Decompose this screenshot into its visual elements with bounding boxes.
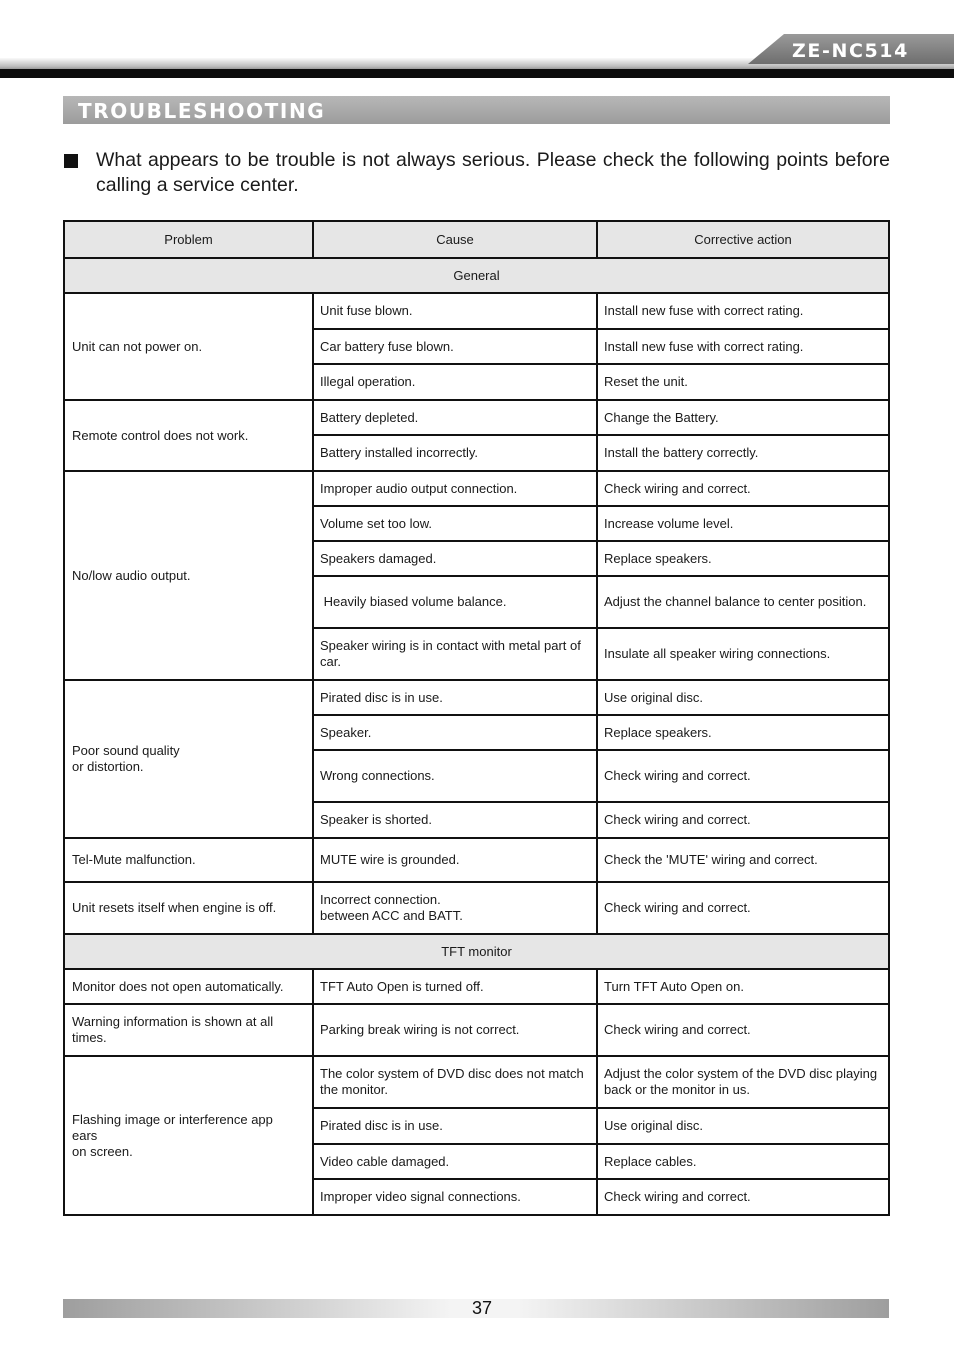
group-row: [64, 258, 889, 293]
action-cell: Adjust the color system of the DVD disc playing back or the monitor in us.: [597, 1056, 889, 1108]
header-cause: Cause: [313, 221, 597, 258]
action-cell: Install new fuse with correct rating.: [597, 293, 889, 329]
cause-cell: Unit fuse blown.: [313, 293, 597, 329]
action-cell: Check wiring and correct.: [597, 1004, 889, 1056]
cause-cell: MUTE wire is grounded.: [313, 838, 597, 882]
table-row: [64, 969, 889, 1004]
cause-cell: Battery depleted.: [313, 400, 597, 435]
action-cell: Check wiring and correct.: [597, 750, 889, 802]
cause-cell: Improper video signal connections.: [313, 1179, 597, 1215]
action-cell: Install the battery correctly.: [597, 435, 889, 471]
cause-cell: Car battery fuse blown.: [313, 329, 597, 364]
action-cell: Change the Battery.: [597, 400, 889, 435]
action-cell: Use original disc.: [597, 680, 889, 715]
cause-cell: Improper audio output connection.: [313, 471, 597, 506]
cause-cell: Video cable damaged.: [313, 1144, 597, 1179]
action-cell: Use original disc.: [597, 1108, 889, 1144]
action-cell: Install new fuse with correct rating.: [597, 329, 889, 364]
cause-cell: Pirated disc is in use.: [313, 680, 597, 715]
action-cell: Increase volume level.: [597, 506, 889, 541]
header-problem: Problem: [64, 221, 313, 258]
problem-cell: No/low audio output.: [64, 471, 313, 680]
group-label: TFT monitor: [64, 934, 889, 969]
problem-cell: Flashing image or interference app ears on screen.: [64, 1056, 313, 1215]
square-bullet-icon: [64, 154, 78, 168]
table-row: [64, 882, 889, 934]
problem-cell: Monitor does not open automatically.: [64, 969, 313, 1004]
cause-cell: Speaker is shorted.: [313, 802, 597, 838]
action-cell: Check wiring and correct.: [597, 802, 889, 838]
group-label: General: [64, 258, 889, 293]
cause-cell: Illegal operation.: [313, 364, 597, 400]
cause-cell: Pirated disc is in use.: [313, 1108, 597, 1144]
table-header-row: [64, 221, 889, 258]
problem-cell: Unit resets itself when engine is off.: [64, 882, 313, 934]
action-cell: Check wiring and correct.: [597, 882, 889, 934]
table-row: [64, 293, 889, 329]
group-row: [64, 934, 889, 969]
header-black-stripe: [0, 69, 954, 78]
action-cell: Check wiring and correct.: [597, 1179, 889, 1215]
cause-cell: Incorrect connection. between ACC and BATT.: [313, 882, 597, 934]
cause-cell: Wrong connections.: [313, 750, 597, 802]
action-cell: Replace speakers.: [597, 715, 889, 750]
page-number: 37: [471, 1298, 493, 1318]
header-corrective-action: Corrective action: [597, 221, 889, 258]
intro-text: What appears to be trouble is not always serious. Please check the following points before calling a service center.: [96, 149, 890, 196]
action-cell: Insulate all speaker wiring connections.: [597, 628, 889, 680]
problem-cell: Remote control does not work.: [64, 400, 313, 471]
table-row: [64, 680, 889, 715]
action-cell: Replace cables.: [597, 1144, 889, 1179]
action-cell: Replace speakers.: [597, 541, 889, 576]
table-row: [64, 1056, 889, 1108]
cause-cell: Speakers damaged.: [313, 541, 597, 576]
model-name: ZE-NC514: [792, 40, 909, 62]
cause-cell: Heavily biased volume balance.: [313, 576, 597, 628]
action-cell: Turn TFT Auto Open on.: [597, 969, 889, 1004]
table-row: [64, 838, 889, 882]
section-title: TROUBLESHOOTING: [78, 99, 326, 123]
table-row: [64, 400, 889, 435]
cause-cell: Battery installed incorrectly.: [313, 435, 597, 471]
action-cell: Adjust the channel balance to center position.: [597, 576, 889, 628]
cause-cell: TFT Auto Open is turned off.: [313, 969, 597, 1004]
cause-cell: The color system of DVD disc does not match the monitor.: [313, 1056, 597, 1108]
cause-cell: Speaker.: [313, 715, 597, 750]
cause-cell: Parking break wiring is not correct.: [313, 1004, 597, 1056]
action-cell: Check the 'MUTE' wiring and correct.: [597, 838, 889, 882]
problem-cell: Warning information is shown at all times.: [64, 1004, 313, 1056]
problem-cell: Unit can not power on.: [64, 293, 313, 400]
troubleshooting-table: [63, 220, 890, 1216]
problem-cell: Poor sound quality or distortion.: [64, 680, 313, 838]
action-cell: Check wiring and correct.: [597, 471, 889, 506]
problem-cell: Tel-Mute malfunction.: [64, 838, 313, 882]
action-cell: Reset the unit.: [597, 364, 889, 400]
table-row: [64, 471, 889, 506]
cause-cell: Speaker wiring is in contact with metal part of car.: [313, 628, 597, 680]
table-row: [64, 1004, 889, 1056]
cause-cell: Volume set too low.: [313, 506, 597, 541]
